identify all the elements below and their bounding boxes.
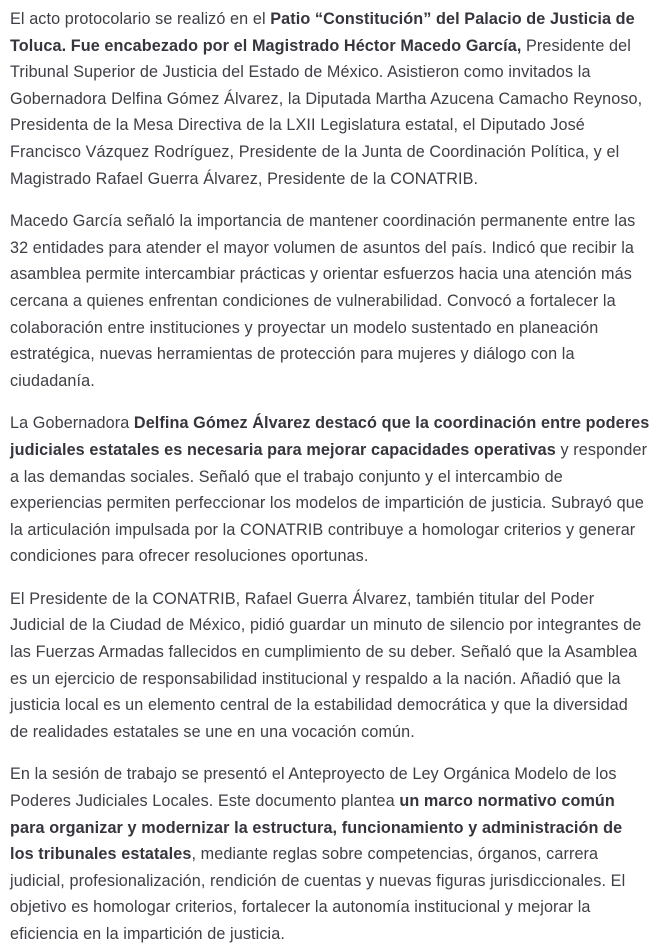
- text-segment: y responder a las demandas sociales. Señaló que el trabajo conjunto y el intercambio de experiencias permiten perfeccionar los modelos de impartición de justicia. Subrayó que la articulación impulsada por la CONATRIB contribuye a homologar criterios y generar condiciones para ofrecer resoluciones oportunas.: [10, 440, 648, 566]
- text-segment: En la sesión de trabajo se presentó el Anteproyecto de Ley Orgánica Modelo de los Poderes Judiciales Locales. Este documento plantea: [10, 765, 617, 811]
- bold-text-segment: un marco normativo común para organizar y modernizar la estructura, funcionamiento y administración de los tribunales estatales: [10, 792, 623, 864]
- text-segment: El Presidente de la CONATRIB, Rafael Guerra Álvarez, también titular del Poder Judicial de la Ciudad de México, pidió guardar un minuto de silencio por integrantes de las Fuerzas Armadas fallecidos en cumplimiento de su deber. Señaló que la Asamblea es un ejercicio de responsabilidad institucional y respaldo a la nación. Añadió que la justicia local es un elemento central de la estabilidad democrática y que la diversidad de realidades estatales se une en una vocación común.: [10, 589, 642, 741]
- text-segment: El acto protocolario se realizó en el: [10, 10, 271, 28]
- text-segment: Presidente del Tribunal Superior de Justicia del Estado de México. Asistieron como invitados la Gobernadora Delfina Gómez Álvarez, la Diputada Martha Azucena Camacho Reynoso, Presidenta de la Mesa Directiva de la LXII Legislatura estatal, el Diputado José Francisco Vázquez Rodríguez, Presidente de la Junta de Coordinación Política, y el Magistrado Rafael Guerra Álvarez, Presidente de la CONATRIB.: [10, 36, 643, 188]
- text-segment: Macedo García señaló la importancia de mantener coordinación permanente entre las 32 entidades para atender el mayor volumen de asuntos del país. Indicó que recibir la asamblea permite intercambiar prácticas y orientar esfuerzos hacia una atención más cercana a quienes enfrentan condiciones de vulnerabilidad. Convocó a fortalecer la colaboración entre instituciones y proyectar un modelo sustentado en planeación estratégica, nuevas herramientas de protección para mujeres y diálogo con la ciudadanía.: [10, 212, 636, 390]
- text-segment: La Gobernadora: [10, 414, 134, 433]
- paragraph: [10, 586, 650, 746]
- paragraph: [10, 761, 650, 947]
- paragraph-container: [10, 6, 650, 948]
- bold-text-segment: Patio “Constitución” del Palacio de Justicia de Toluca. Fue encabezado por el Magistrado Héctor Macedo García,: [10, 10, 635, 55]
- bold-text-segment: Delfina Gómez Álvarez destacó que la coordinación entre poderes judiciales estatales es necesaria para mejorar capacidades operativas: [10, 414, 650, 459]
- paragraph: [10, 6, 650, 192]
- paragraph: [10, 208, 650, 394]
- text-segment: , mediante reglas sobre competencias, órganos, carrera judicial, profesionalización, rendición de cuentas y nuevas figuras jurisdiccionales. El objetivo es homologar criterios, fortalecer la autonomía institucional y mejorar la eficiencia en la impartición de justicia.: [10, 845, 626, 943]
- paragraph: [10, 410, 650, 570]
